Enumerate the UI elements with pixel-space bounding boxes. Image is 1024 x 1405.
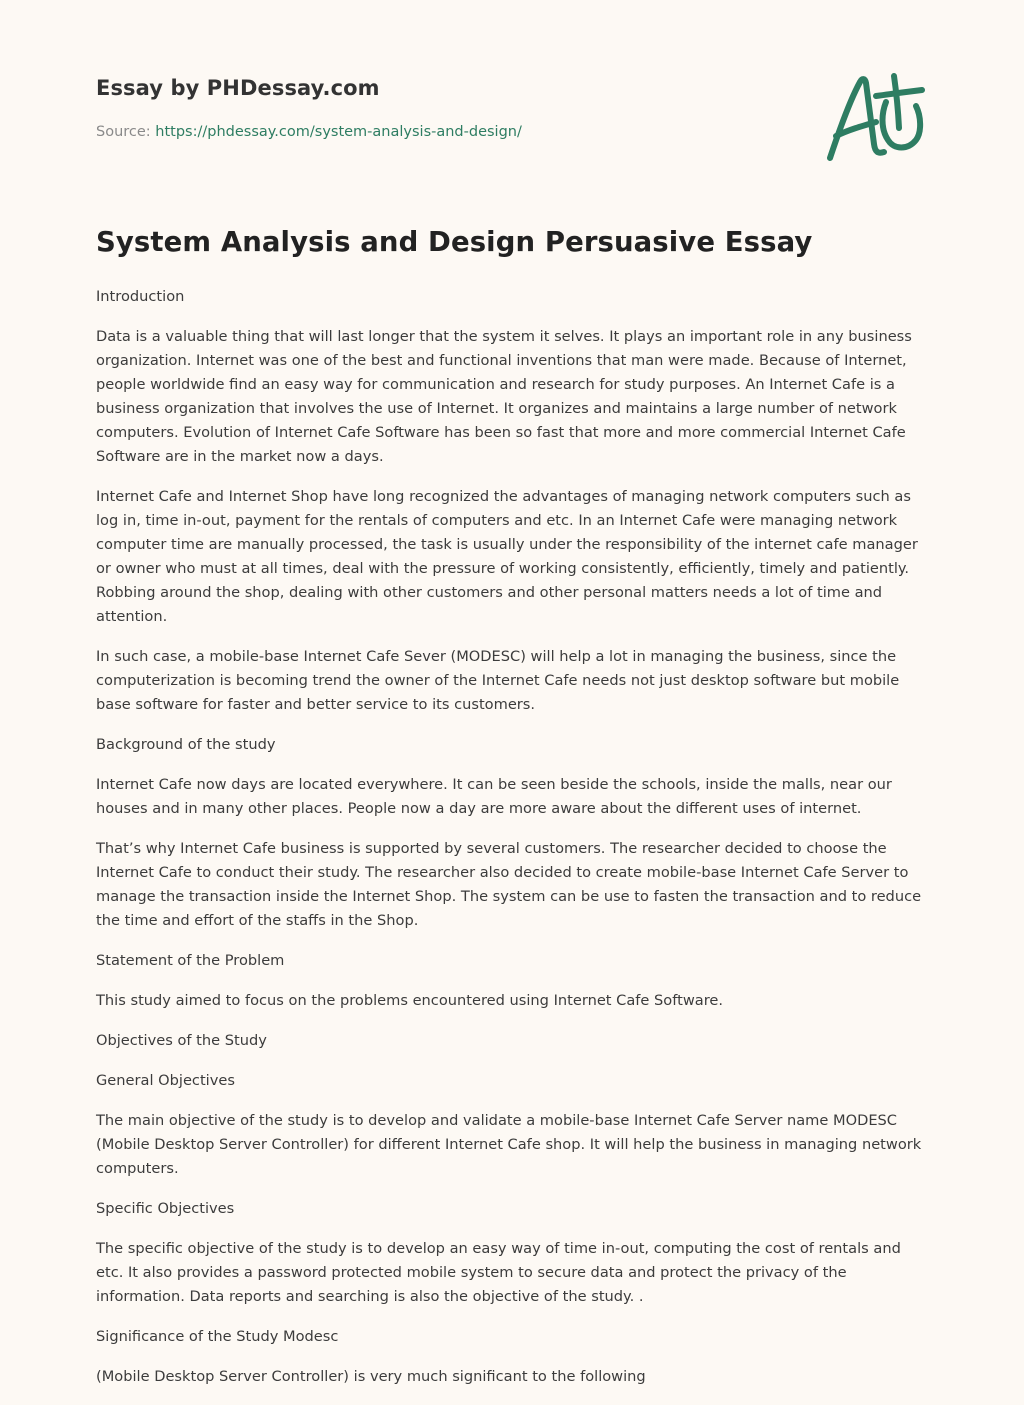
body-paragraph: The main objective of the study is to develop and validate a mobile-base Internet Cafe Server name MODESC (Mobile Desktop Server Controller) for different Internet Cafe shop. It will help the business in managing network computers. [96,1112,922,1177]
body-paragraph: Internet Cafe and Internet Shop have long recognized the advantages of managing network computers such as log in, time in-out, payment for the rentals of computers and etc. In an Internet Cafe were managing network computer time are manually processed, the task is usually under the responsibility of the internet cafe manager or owner who must at all times, deal with the pressure of working consistently, efficiently, timely and patiently. Robbing around the shop, dealing with other customers and other personal matters needs a lot of time and attention. [96,488,918,625]
essay-title: System Analysis and Design Persuasive Essay [96,226,813,258]
source-label: Source: [96,124,156,140]
brand-title: Essay by PHDessay.com [96,76,380,100]
body-paragraph: This study aimed to focus on the problems encountered using Internet Cafe Software. [96,992,724,1009]
body-paragraph: Internet Cafe now days are located everywhere. It can be seen beside the schools, inside the malls, near our houses and in many other places. People now a day are more aware about the different uses of internet. [96,776,892,817]
body-paragraph: That’s why Internet Cafe business is supported by several customers. The researcher decided to choose the Internet Cafe to conduct their study. The researcher also decided to create mobile-base Internet Cafe Server to manage the transaction inside the Internet Shop. The system can be use to fasten the transaction and to reduce the time and effort of the staffs in the Shop. [96,840,922,929]
section-heading-specific-objectives: Specific Objectives [96,1200,235,1217]
body-paragraph: Data is a valuable thing that will last longer that the system it selves. It plays an important role in any business organization. Internet was one of the best and functional inventions that man were made. Because of Internet, people worldwide find an easy way for communication and research for study purposes. An Internet Cafe is a business organization that involves the use of Internet. It organizes and maintains a large number of network computers. Evolution of Internet Cafe Software has been so fast that more and more commercial Internet Cafe Software are in the market now a days. [96,328,912,465]
section-heading-introduction: Introduction [96,288,185,305]
section-heading-objectives: Objectives of the Study [96,1032,267,1049]
body-paragraph: In such case, a mobile-base Internet Cafe Sever (MODESC) will help a lot in managing the business, since the computerization is becoming trend the owner of the Internet Cafe needs not just desktop software but mobile base software for faster and better service to its customers. [96,648,900,713]
essay-body [96,285,928,1405]
section-heading-general-objectives: General Objectives [96,1072,235,1089]
section-heading-significance: Significance of the Study Modesc [96,1328,339,1345]
a-plus-logo-icon [822,68,928,164]
body-paragraph: (Mobile Desktop Server Controller) is very much significant to the following [96,1368,646,1385]
source-link[interactable]: https://phdessay.com/system-analysis-and-design/ [155,124,522,140]
body-paragraph: The specific objective of the study is to develop an easy way of time in-out, computing the cost of rentals and etc. It also provides a password protected mobile system to secure data and protect the privacy of the information. Data reports and searching is also the objective of the study. . [96,1240,901,1305]
source-line [96,124,522,140]
section-heading-statement: Statement of the Problem [96,952,285,969]
section-heading-background: Background of the study [96,736,276,753]
